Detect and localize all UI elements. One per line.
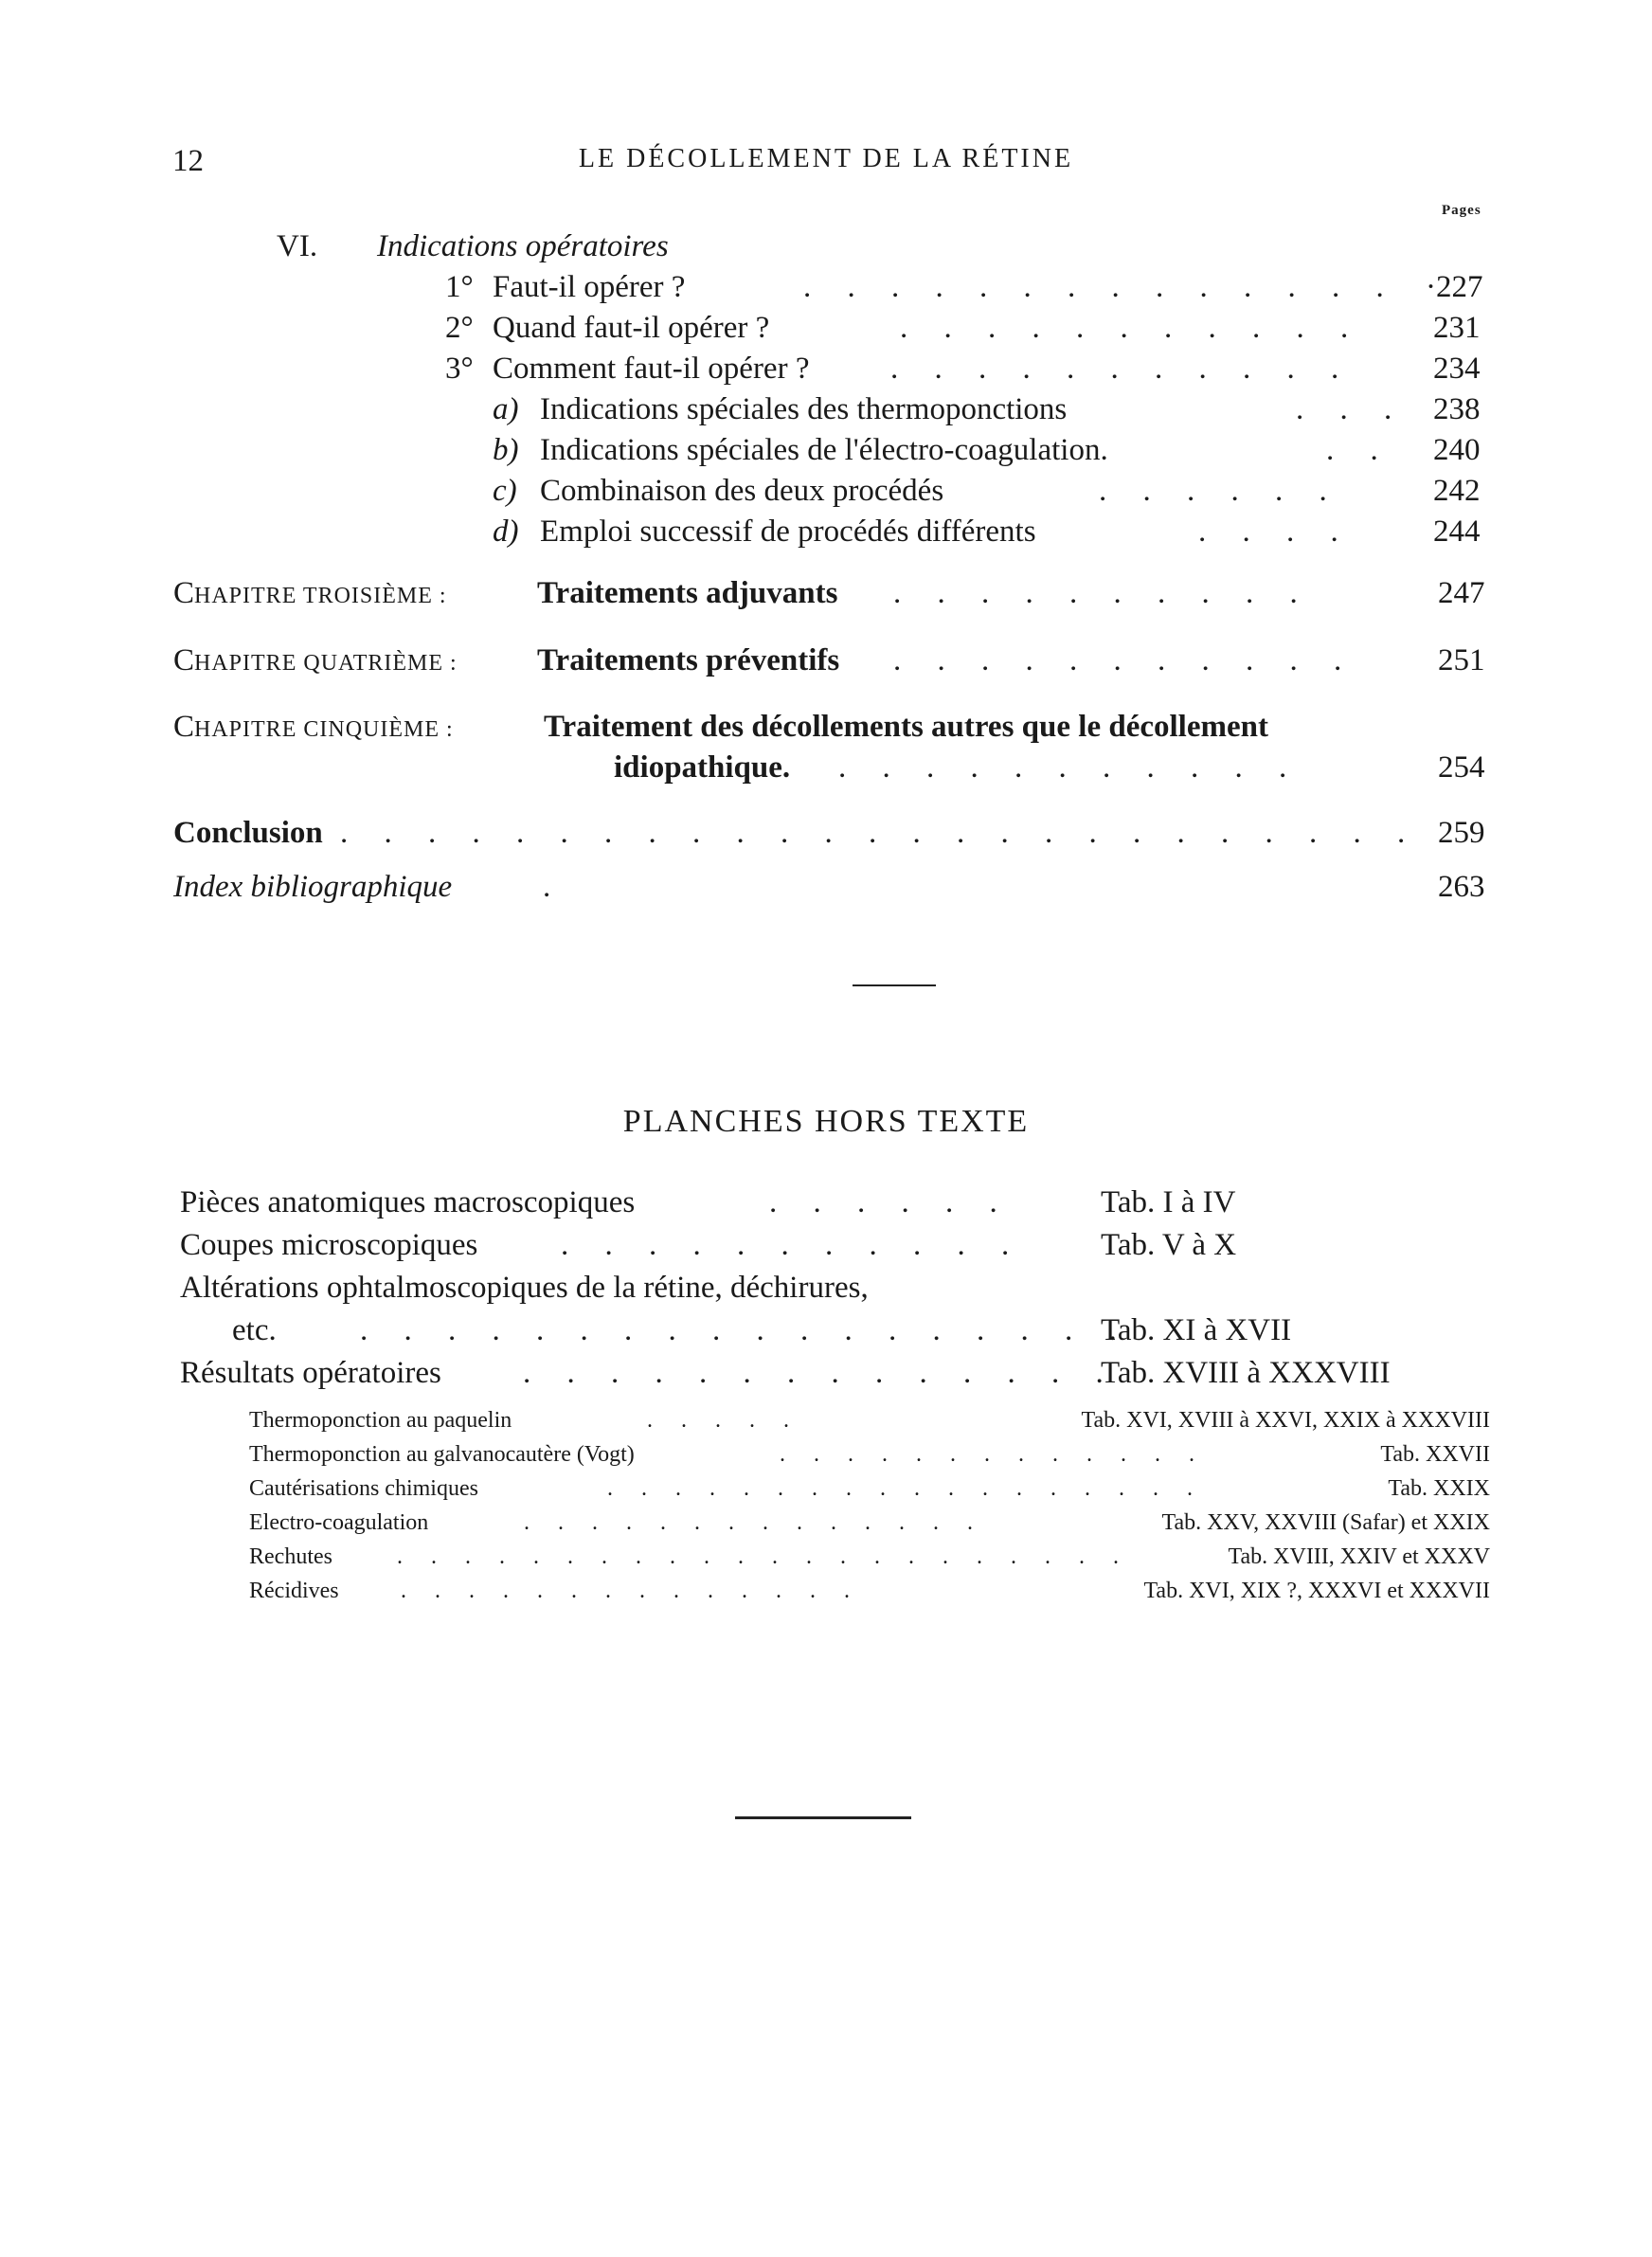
bottom-rule [735, 1816, 911, 1819]
leader-dots: . . . . . . . . . . . [838, 750, 1302, 785]
section-heading [277, 226, 1508, 267]
toc-entry[interactable] [493, 429, 1487, 471]
leader-dots: . . . . . . . . . . . . . [780, 1442, 1206, 1467]
leader-dots: . . . . . . . . . . . . . . . . . . [360, 1313, 1131, 1347]
toc-entry-prefix: c) [493, 474, 517, 508]
planche-subitem-label: Electro-coagulation [249, 1510, 429, 1535]
toc-entry-prefix: 1° [445, 270, 474, 304]
planche-tab: Tab. V à X [1101, 1228, 1237, 1262]
chapter-label: CHAPITRE TROISIÈME : [173, 576, 447, 610]
planche-subitem[interactable] [249, 1437, 1490, 1472]
leader-dots: . . . . . . . . . . . . . . . . . . [607, 1476, 1204, 1501]
leader-dots: . . . . . . . . . . . [561, 1228, 1024, 1262]
toc-entry-label: Combinaison des deux procédés [540, 474, 944, 508]
toc-entry-page: 238 [1433, 392, 1481, 426]
chapter-entry[interactable] [173, 640, 1499, 681]
planche-subitem[interactable] [249, 1403, 1490, 1437]
chapter-label: CHAPITRE CINQUIÈME : [173, 710, 454, 744]
planche-label: Résultats opératoires [180, 1356, 441, 1390]
chapter-page: 251 [1438, 643, 1485, 677]
planche-subitem-label: Thermoponction au galvanocautère (Vogt) [249, 1442, 635, 1467]
chapter-title-continued: idiopathique. [614, 750, 791, 785]
leader-dots: . [543, 870, 566, 904]
chapter-title: Traitements préventifs [537, 643, 840, 677]
toc-entry[interactable] [493, 388, 1487, 430]
planche-item[interactable] [180, 1267, 1497, 1309]
toc-entry-prefix: b) [493, 433, 519, 467]
chapter-page: 254 [1438, 750, 1485, 785]
page-number: 12 [172, 144, 204, 178]
toc-entry-label: Comment faut-il opérer ? [493, 352, 810, 386]
planche-subitem-tab: Tab. XXVII [1380, 1442, 1490, 1467]
toc-entry[interactable] [445, 348, 1487, 389]
planche-tab: Tab. XI à XVII [1101, 1313, 1292, 1347]
planche-subitem[interactable] [249, 1506, 1490, 1540]
toc-entry[interactable] [493, 470, 1487, 512]
leader-dots: . . . . . . [769, 1185, 1012, 1219]
leader-dots: . . . . . . . . . . . . . . [803, 270, 1398, 304]
chapter-page: 247 [1438, 576, 1485, 610]
planche-item[interactable] [180, 1309, 1497, 1351]
leader-dots: . . . . . . . . . . . . . . [523, 1356, 1118, 1390]
toc-entry-page: 240 [1433, 433, 1481, 467]
planche-subitem-tab: Tab. XXIX [1388, 1476, 1490, 1501]
leader-dots: . . . . . . . . . . . . . . . . . . . . . . [397, 1544, 1130, 1569]
toc-entry-page: ·227 [1426, 270, 1483, 304]
planche-subitem-label: Thermoponction au paquelin [249, 1408, 512, 1433]
planche-subitem-label: Récidives [249, 1579, 339, 1603]
toc-entry-label: Quand faut-il opérer ? [493, 311, 770, 345]
leader-dots: . . . . . [647, 1408, 800, 1433]
leader-dots: . . . . . . . . . . [893, 576, 1312, 610]
conclusion-entry[interactable] [173, 812, 1499, 854]
planche-tab: Tab. I à IV [1101, 1185, 1236, 1219]
planche-subitem-label: Rechutes [249, 1544, 332, 1569]
planche-item[interactable] [180, 1182, 1497, 1223]
planche-subitem-tab: Tab. XVI, XVIII à XXVI, XXIX à XXXVIII [1081, 1408, 1490, 1433]
planche-subitem[interactable] [249, 1574, 1490, 1608]
chapter-title: Traitements adjuvants [537, 576, 838, 610]
leader-dots: . . . . . . [1099, 474, 1341, 508]
section-numeral: VI. [277, 229, 318, 263]
pages-column-label: Pages [1442, 203, 1481, 218]
toc-entry-page: 242 [1433, 474, 1481, 508]
toc-entry-page: 234 [1433, 352, 1481, 386]
planche-tab: Tab. XVIII à XXXVIII [1101, 1356, 1391, 1390]
toc-entry-page: 244 [1433, 515, 1481, 549]
chapter-entry-continued[interactable] [173, 747, 1499, 788]
toc-entry-label: Emploi successif de procédés différents [540, 515, 1036, 549]
planche-item[interactable] [180, 1224, 1497, 1266]
planche-subitem-tab: Tab. XVI, XIX ?, XXXVI et XXXVII [1143, 1579, 1490, 1603]
toc-entry-prefix: d) [493, 515, 519, 549]
toc-entry-label: Indications spéciales des thermoponctions [540, 392, 1068, 426]
toc-entry-prefix: a) [493, 392, 519, 426]
conclusion-label: Conclusion [173, 816, 323, 850]
planches-title: PLANCHES HORS TEXTE [622, 1104, 1030, 1139]
running-title: LE DÉCOLLEMENT DE LA RÉTINE [578, 144, 1074, 173]
toc-entry-prefix: 3° [445, 352, 474, 386]
planche-subitem-tab: Tab. XVIII, XXIV et XXXV [1228, 1544, 1490, 1569]
chapter-entry[interactable] [173, 572, 1499, 614]
toc-entry[interactable] [445, 266, 1487, 308]
toc-entry-label: Indications spéciales de l'électro-coagulation. [540, 433, 1108, 467]
leader-dots: . . [1326, 433, 1392, 467]
index-entry[interactable] [173, 866, 1499, 908]
leader-dots: . . . . . . . . . . . . . . [524, 1510, 984, 1535]
leader-dots: . . . . . . . . . . . [893, 643, 1356, 677]
planche-label: Altérations ophtalmoscopiques de la rétine, déchirures, [180, 1271, 869, 1305]
toc-entry-prefix: 2° [445, 311, 474, 345]
toc-entry[interactable] [493, 511, 1487, 552]
index-label: Index bibliographique [173, 870, 453, 904]
chapter-title: Traitement des décollements autres que le décollement [544, 710, 1268, 744]
planche-label: Coupes microscopiques [180, 1228, 478, 1262]
leader-dots: . . . . . . . . . . . . . . [401, 1579, 861, 1603]
leader-dots: . . . . . . . . . . . [900, 311, 1363, 345]
leader-dots: . . . [1296, 392, 1407, 426]
toc-entry-label: Faut-il opérer ? [493, 270, 686, 304]
planche-subitem-label: Cautérisations chimiques [249, 1476, 478, 1501]
leader-dots: . . . . . . . . . . . [890, 352, 1354, 386]
section-title: Indications opératoires [377, 229, 669, 263]
planche-subitem[interactable] [249, 1472, 1490, 1506]
leader-dots: . . . . [1198, 515, 1353, 549]
conclusion-page: 259 [1438, 816, 1485, 850]
planche-subitem-tab: Tab. XXV, XXVIII (Safar) et XXIX [1161, 1510, 1490, 1535]
planche-subitem[interactable] [249, 1540, 1490, 1574]
leader-dots: . . . . . . . . . . . . . . . . . . . . . . . . . [340, 816, 1420, 850]
toc-entry[interactable] [445, 307, 1487, 349]
planche-label: etc. [232, 1313, 277, 1347]
planche-item[interactable] [180, 1352, 1497, 1394]
toc-entry-page: 231 [1433, 311, 1481, 345]
index-page: 263 [1438, 870, 1485, 904]
planche-label: Pièces anatomiques macroscopiques [180, 1185, 636, 1219]
chapter-label: CHAPITRE QUATRIÈME : [173, 643, 458, 677]
section-rule [853, 984, 936, 986]
chapter-entry[interactable] [173, 706, 1499, 748]
